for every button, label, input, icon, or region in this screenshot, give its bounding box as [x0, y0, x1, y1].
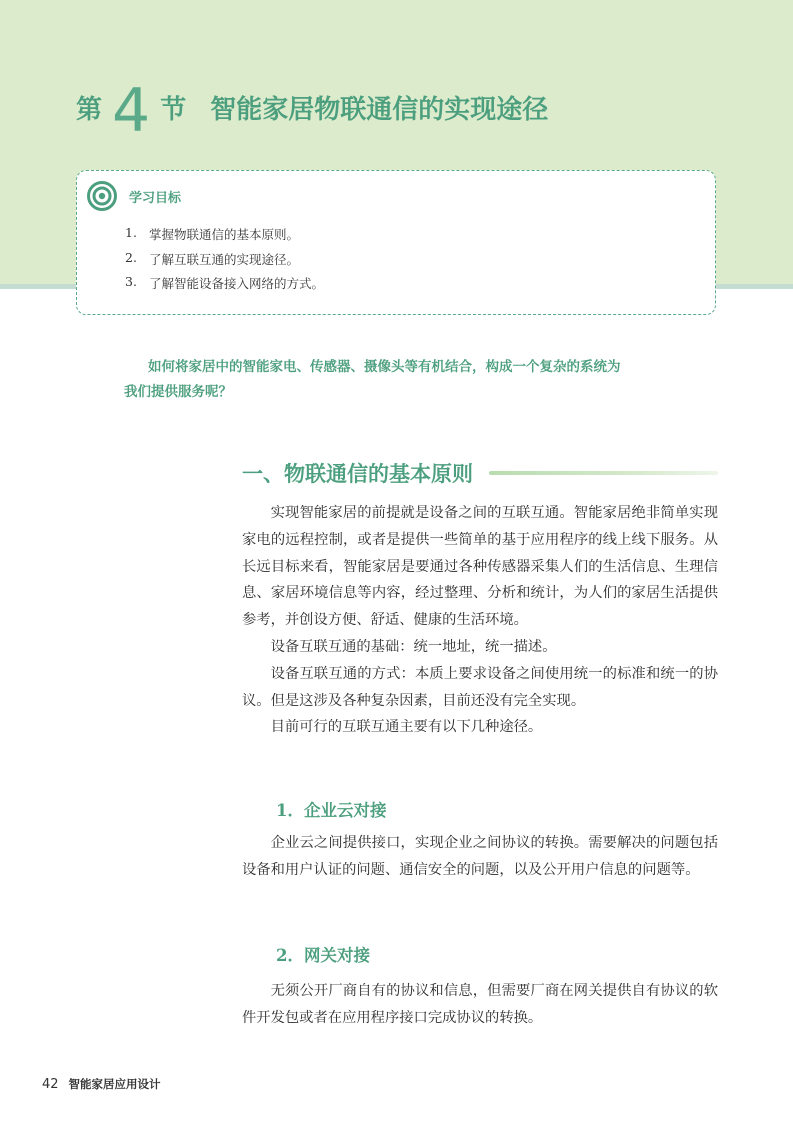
learning-goals-box [76, 170, 716, 315]
learning-goals-label: 学习目标 [129, 190, 182, 206]
page-number: 42 [42, 1077, 59, 1092]
intro-question [124, 355, 684, 405]
subsection-title-cloud: 1．企业云对接 [276, 801, 387, 820]
subsection-title-gateway: 2．网关对接 [276, 946, 370, 965]
goal-number: 1. [125, 225, 137, 240]
goal-item [125, 225, 324, 250]
chapter-number: 4 [112, 76, 151, 146]
book-title: 智能家居应用设计 [68, 1077, 161, 1091]
chapter-suffix: 节 [160, 95, 187, 125]
subsection-body-gateway [242, 978, 718, 1032]
body-paragraph: 无须公开厂商自有的协议和信息，但需要厂商在网关提供自有协议的软件开发包或者在应用程序接口完成协议的转换。 [242, 983, 718, 1026]
section-title-rule [489, 471, 718, 475]
section-body [242, 500, 718, 741]
subsection-body-cloud [242, 830, 718, 884]
body-paragraph: 设备互联互通的基础：统一地址，统一描述。 [270, 638, 557, 655]
body-paragraph: 企业云之间提供接口，实现企业之间协议的转换。需要解决的问题包括设备和用户认证的问题、通信安全的问题，以及公开用户信息的问题等。 [242, 835, 718, 878]
goal-text: 了解互联互通的实现途径。 [149, 251, 300, 267]
goal-text: 了解智能设备接入网络的方式。 [149, 276, 325, 291]
goal-item [125, 250, 324, 275]
chapter-prefix: 第 [76, 95, 103, 125]
chapter-title [76, 76, 549, 146]
goal-text: 掌握物联通信的基本原则。 [149, 227, 300, 242]
goal-number: 2. [125, 249, 137, 265]
goal-number: 3. [125, 274, 137, 289]
section-title: 一、物联通信的基本原则 [242, 462, 473, 486]
learning-goals-list [125, 225, 324, 299]
chapter-heading: 智能家居物联通信的实现途径 [210, 95, 549, 125]
target-icon [87, 181, 117, 211]
goal-item [125, 274, 324, 299]
section-heading [242, 455, 718, 491]
learning-goals-header [87, 181, 181, 211]
body-paragraph: 实现智能家居的前提就是设备之间的互联互通。智能家居绝非简单实现家电的远程控制，或者是提供一些简单的基于应用程序的线上线下服务。从长远目标来看，智能家居是要通过各种传感器采集人们的生活信息、生理信息、家居环境信息等内容，经过整理、分析和统计，为人们的家居生活提供参考，并创设方便、舒适、健康的生活环境。 [242, 505, 718, 629]
intro-question-line1: 如何将家居中的智能家电、传感器、摄像头等有机结合，构成一个复杂的系统为 [148, 359, 621, 375]
body-paragraph: 目前可行的互联互通主要有以下几种途径。 [270, 719, 543, 736]
body-paragraph: 设备互联互通的方式：本质上要求设备之间使用统一的标准和统一的协议。但是这涉及各种复杂因素，目前还没有完全实现。 [242, 665, 718, 709]
page-footer [42, 1076, 161, 1092]
intro-question-line2: 我们提供服务呢？ [124, 384, 232, 400]
